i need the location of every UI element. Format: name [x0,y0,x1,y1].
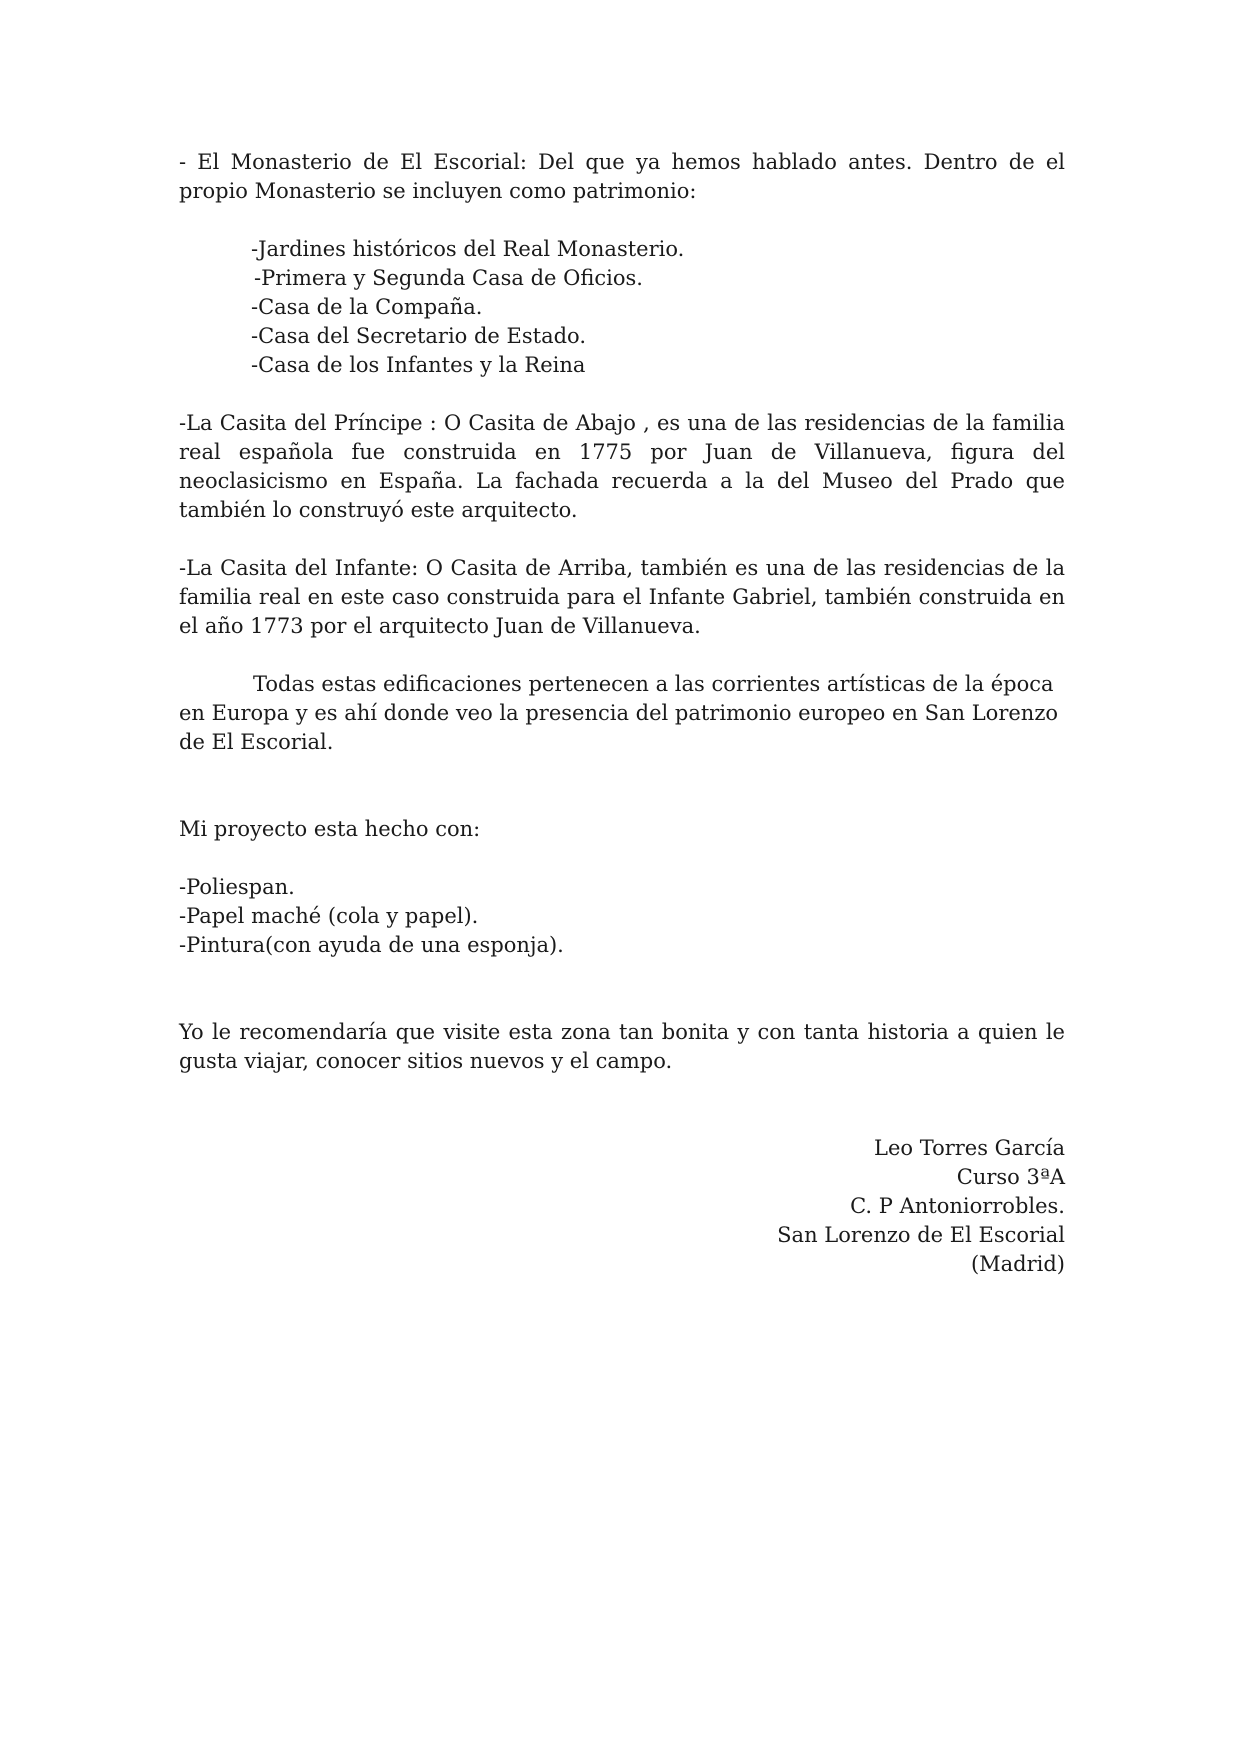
list-item: -Primera y Segunda Casa de Oficios. [254,266,643,290]
list-item: -Casa del Secretario de Estado. [251,324,586,348]
author-town: San Lorenzo de El Escorial [777,1223,1065,1247]
list-item: -Jardines históricos del Real Monasterio. [251,237,685,261]
materials-list [179,873,1065,960]
patrimonio-list [251,235,1065,380]
signature-block [179,1134,1065,1279]
casita-principe-paragraph: -La Casita del Príncipe : O Casita de Abajo , es una de las residencias de la familia real española fue construida en 1775 por Juan de Villanueva, figura del neoclasicismo en España. La fachada recuerda a la del Museo del Prado que también lo construyó este arquitecto. [179,411,1065,522]
monasterio-paragraph: - El Monasterio de El Escorial: Del que ya hemos hablado antes. Dentro de el propio Monasterio se incluyen como patrimonio: [179,150,1065,203]
proyecto-heading: Mi proyecto esta hecho con: [179,817,481,841]
list-item: -Poliespan. [179,875,295,899]
author-course: Curso 3ªA [956,1165,1065,1189]
conclusion-paragraph: Todas estas edificaciones pertenecen a las corrientes artísticas de la época en Europa y es ahí donde veo la presencia del patrimonio europeo en San Lorenzo de El Escorial. [179,672,1059,754]
author-school: C. P Antoniorrobles. [850,1194,1065,1218]
author-name: Leo Torres García [874,1136,1065,1160]
list-item: -Pintura(con ayuda de una esponja). [179,933,564,957]
recomendacion-paragraph: Yo le recomendaría que visite esta zona tan bonita y con tanta historia a quien le gusta viajar, conocer sitios nuevos y el campo. [179,1020,1065,1073]
list-item: -Casa de la Compaña. [251,295,483,319]
author-region: (Madrid) [970,1252,1065,1276]
list-item: -Casa de los Infantes y la Reina [251,353,586,377]
document-body [179,148,1065,1279]
casita-infante-paragraph: -La Casita del Infante: O Casita de Arriba, también es una de las residencias de la familia real en este caso construida para el Infante Gabriel, también construida en el año 1773 por el arquitecto Juan de Villanueva. [179,556,1065,638]
list-item: -Papel maché (cola y papel). [179,904,479,928]
